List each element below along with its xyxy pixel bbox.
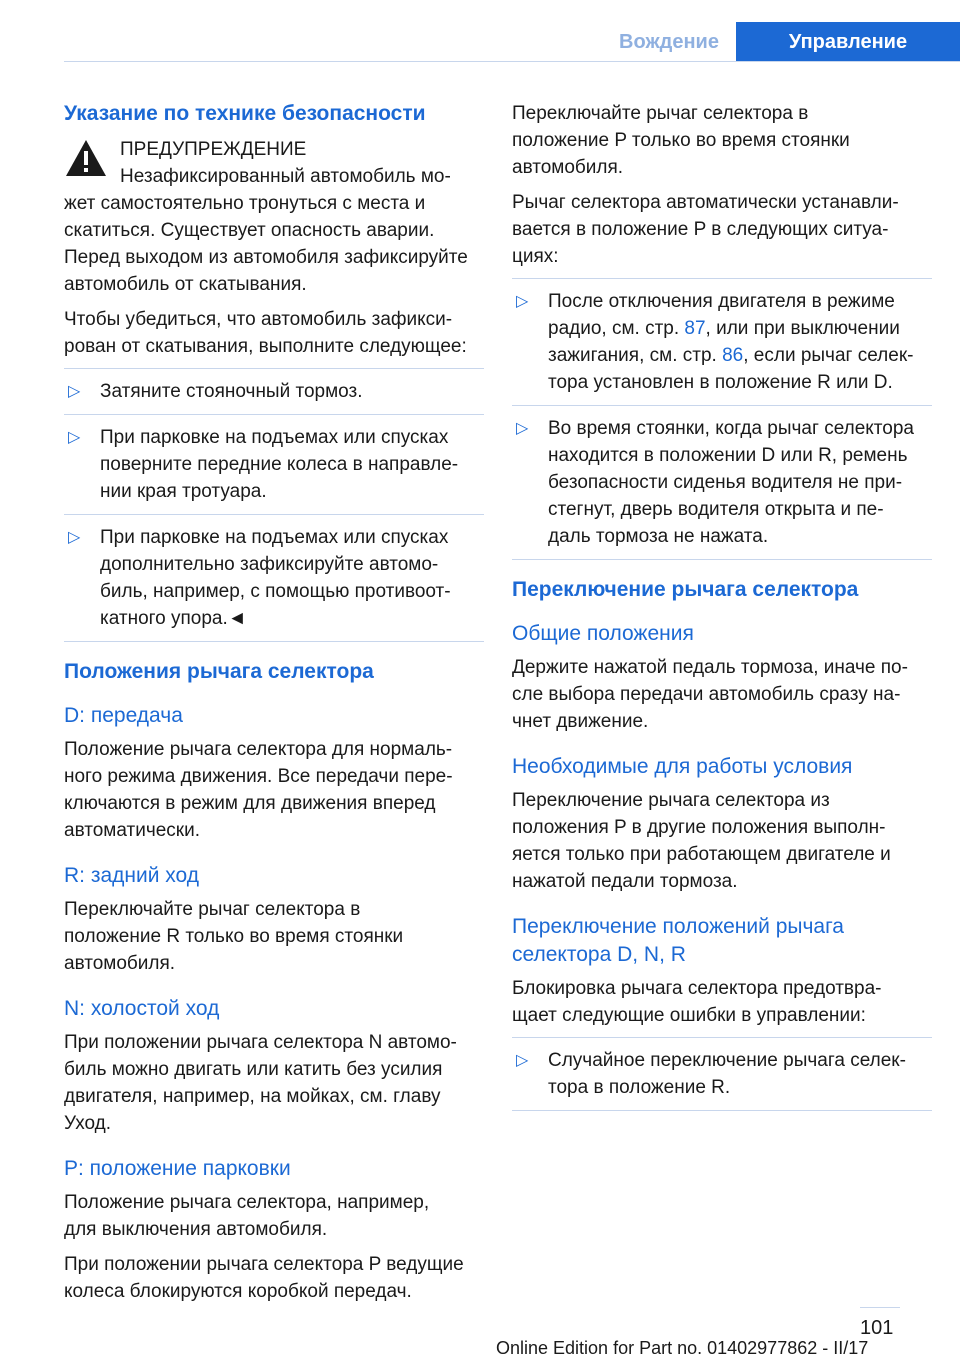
bullet-line: радио, см. стр. 87, или при выключении <box>548 318 900 339</box>
triangle-bullet-icon: ▷ <box>68 429 81 446</box>
text-line: вается в положение P в следующих ситуа- <box>512 219 889 240</box>
list-item <box>64 415 484 515</box>
text-line: Переключайте рычаг селектора в <box>64 899 361 920</box>
switch-heading: Переключение рычага селектора <box>512 578 859 601</box>
text-line: положение R только во время стоянки <box>64 926 404 947</box>
bullet-line: катного упора.◄ <box>100 608 247 629</box>
edition-footer: Online Edition for Part no. 01402977862 - II/17 <box>496 1338 869 1358</box>
bullet-line: Затяните стояночный тормоз. <box>100 381 363 402</box>
text-line: Блокировка рычага селектора предотвра- <box>512 978 882 999</box>
text-line: двигателя, например, на мойках, см. главу <box>64 1086 441 1107</box>
bullet-line: тора установлен в положение R или D. <box>548 372 893 393</box>
text-line: автомобиля. <box>512 157 624 178</box>
text-line: Уход. <box>64 1113 112 1134</box>
d-heading: D: передача <box>64 704 183 727</box>
list-item <box>512 406 932 560</box>
text-line: Держите нажатой педаль тормоза, иначе по- <box>512 657 908 678</box>
bullet-line: При парковке на подъемах или спусках <box>100 527 449 548</box>
text-line: биль можно двигать или катить без усилия <box>64 1059 443 1080</box>
triangle-bullet-icon: ▷ <box>516 293 529 310</box>
bullet-line: тора в положение R. <box>548 1077 731 1098</box>
text-line: Переключайте рычаг селектора в <box>512 103 809 124</box>
warning-label: ПРЕДУПРЕЖДЕНИЕ <box>120 139 307 160</box>
text-line: колеса блокируются коробкой передач. <box>64 1281 412 1302</box>
bullet-list <box>512 1037 932 1111</box>
bullet-line: биль, например, с помощью противоот- <box>100 581 451 602</box>
bullet-line: Случайное переключение рычага селек- <box>548 1050 906 1071</box>
page-link-86[interactable]: 86 <box>722 345 744 366</box>
triangle-bullet-icon: ▷ <box>68 383 81 400</box>
text-line: ключаются в режим для движения вперед <box>64 793 436 814</box>
text-line: Переключение рычага селектора из <box>512 790 830 811</box>
warning-line: автомобиль от скатывания. <box>64 274 307 295</box>
list-item <box>512 279 932 406</box>
bullet-line: поверните передние колеса в направле- <box>100 454 459 475</box>
p-heading: P: положение парковки <box>64 1157 291 1180</box>
warning-line: жет самостоятельно тронуться с места и <box>64 193 426 214</box>
warning-line: Незафиксированный автомобиль мо- <box>120 166 451 187</box>
text-line: При положении рычага селектора P ведущие <box>64 1254 464 1275</box>
text-line: щает следующие ошибки в управлении: <box>512 1005 866 1026</box>
text-line: автомобиля. <box>64 953 176 974</box>
positions-heading: Положения рычага селектора <box>64 660 374 683</box>
text-line: циях: <box>512 246 559 267</box>
switch-positions-heading: Переключение положений рычага селектора D, N, R <box>512 915 844 966</box>
text-line: яется только при работающем двигателе и <box>512 844 891 865</box>
list-item <box>64 515 484 642</box>
n-heading: N: холостой ход <box>64 997 220 1020</box>
text-line: автоматически. <box>64 820 200 841</box>
r-heading: R: задний ход <box>64 864 200 887</box>
triangle-bullet-icon: ▷ <box>516 1052 529 1069</box>
header-divider <box>64 61 960 62</box>
text-line: нажатой педали тормоза. <box>512 871 738 892</box>
bullet-line: зажигания, см. стр. 86, если рычаг селек- <box>548 345 914 366</box>
intro-line: Чтобы убедиться, что автомобиль зафикси- <box>64 309 453 330</box>
text-line: положение P только во время стоянки <box>512 130 850 151</box>
safety-heading: Указание по технике безопасности <box>64 102 426 125</box>
conditions-heading: Необходимые для работы условия <box>512 755 853 778</box>
tab-controls[interactable]: Управление <box>736 22 960 62</box>
bullet-line: Во время стоянки, когда рычаг селектора <box>548 418 915 439</box>
triangle-bullet-icon: ▷ <box>68 529 81 546</box>
text-line: Положение рычага селектора для нормаль- <box>64 739 453 760</box>
intro-line: рован от скатывания, выполните следующее: <box>64 336 467 357</box>
general-heading: Общие положения <box>512 622 694 645</box>
bullet-line: При парковке на подъемах или спусках <box>100 427 449 448</box>
page-link-87[interactable]: 87 <box>684 318 706 339</box>
footer-divider <box>860 1307 900 1308</box>
text-line: чнет движение. <box>512 711 649 732</box>
text-line: для выключения автомобиля. <box>64 1219 328 1240</box>
bullet-line: безопасности сиденья водителя не при- <box>548 472 903 493</box>
right-column <box>512 100 932 1111</box>
bullet-line: После отключения двигателя в режиме <box>548 291 895 312</box>
text-line: Положение рычага селектора, например, <box>64 1192 430 1213</box>
bullet-line: находится в положении D или R, ремень <box>548 445 908 466</box>
warning-line: Перед выходом из автомобиля зафиксируйте <box>64 247 468 268</box>
bullet-line: даль тормоза не нажата. <box>548 526 769 547</box>
warning-line: скатиться. Существует опасность аварии. <box>64 220 435 241</box>
left-column <box>64 100 484 1313</box>
bullet-line: стегнут, дверь водителя открыта и пе- <box>548 499 884 520</box>
bullet-list <box>512 278 932 560</box>
list-item <box>512 1038 932 1111</box>
bullet-line: дополнительно зафиксируйте автомо- <box>100 554 439 575</box>
bullet-list <box>64 368 484 642</box>
text-line: При положении рычага селектора N автомо- <box>64 1032 457 1053</box>
text-line: ного режима движения. Все передачи пере- <box>64 766 453 787</box>
text-line: Рычаг селектора автоматически устанавли- <box>512 192 899 213</box>
triangle-bullet-icon: ▷ <box>516 420 529 437</box>
tab-driving[interactable]: Вождение <box>619 30 719 53</box>
warning-block <box>64 136 484 190</box>
page-number: 101 <box>860 1317 894 1339</box>
text-line: сле выбора передачи автомобиль сразу на- <box>512 684 901 705</box>
text-line: положения P в другие положения выполн- <box>512 817 886 838</box>
bullet-line: нии края тротуара. <box>100 481 267 502</box>
warning-triangle-icon <box>64 138 108 178</box>
list-item <box>64 369 484 415</box>
